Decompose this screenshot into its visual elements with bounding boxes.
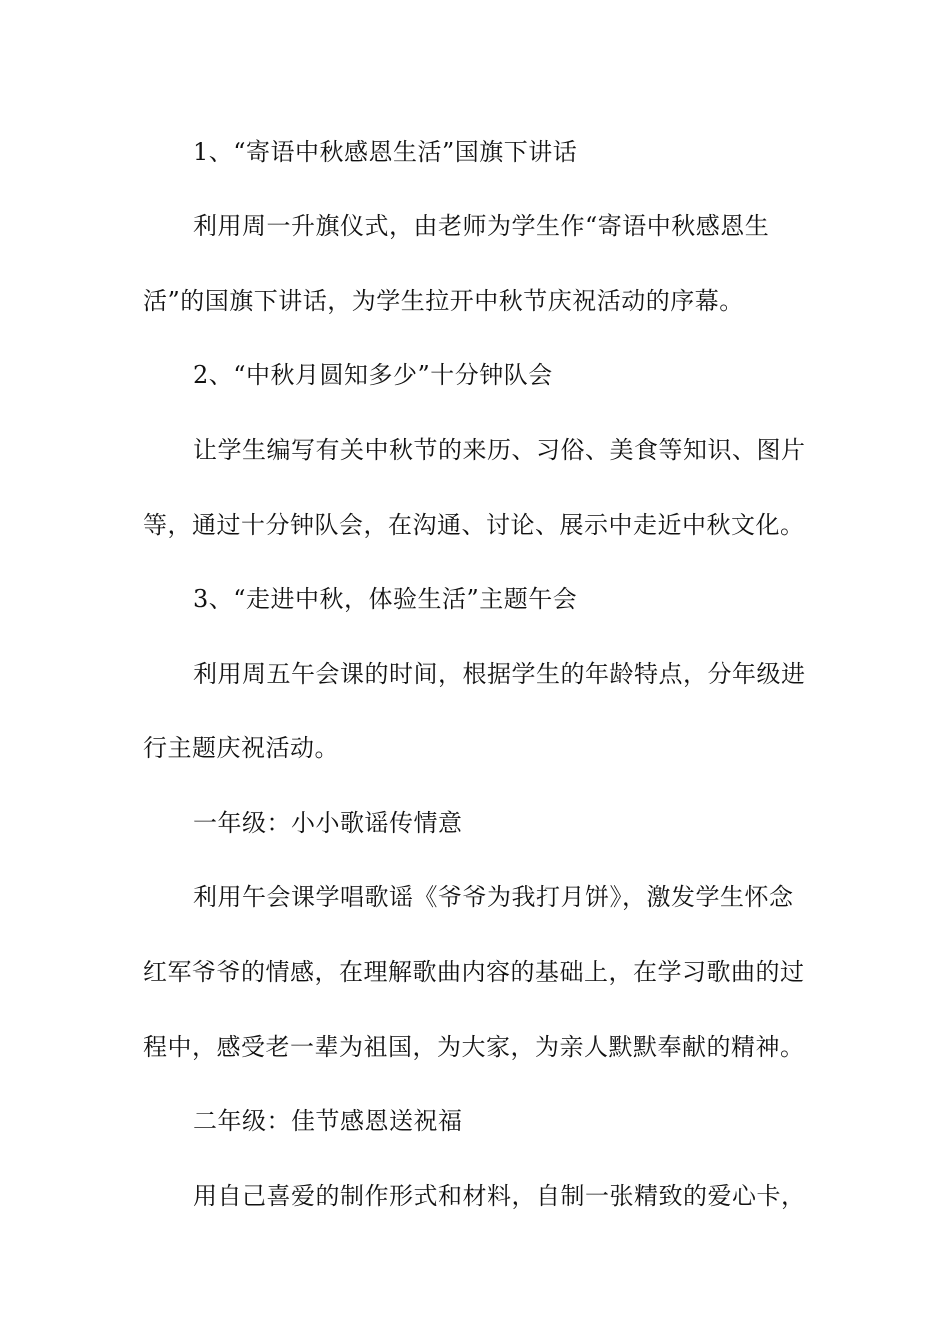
paragraph-line: 用自己喜爱的制作形式和材料，自制一张精致的爱心卡，	[193, 1182, 806, 1210]
subheading-grade-2: 二年级：佳节感恩送祝福	[193, 1107, 463, 1135]
heading-1: 1、“寄语中秋感恩生活”国旗下讲话	[193, 138, 578, 166]
paragraph-line: 让学生编写有关中秋节的来历、习俗、美食等知识、图片	[193, 436, 806, 464]
paragraph-line: 利用午会课学唱歌谣《爷爷为我打月饼》，激发学生怀念	[193, 883, 794, 911]
paragraph-line: 活”的国旗下讲话，为学生拉开中秋节庆祝活动的序幕。	[143, 287, 744, 315]
heading-3: 3、“走进中秋，体验生活”主题午会	[193, 585, 578, 613]
paragraph-line: 行主题庆祝活动。	[143, 734, 339, 762]
subheading-grade-1: 一年级：小小歌谣传情意	[193, 809, 463, 837]
heading-2: 2、“中秋月圆知多少”十分钟队会	[193, 361, 553, 389]
paragraph-line: 红军爷爷的情感，在理解歌曲内容的基础上，在学习歌曲的过	[143, 958, 805, 986]
paragraph-line: 利用周五午会课的时间，根据学生的年龄特点，分年级进	[193, 660, 806, 688]
paragraph-line: 程中，感受老一辈为祖国，为大家，为亲人默默奉献的精神。	[143, 1033, 805, 1061]
paragraph-line: 利用周一升旗仪式，由老师为学生作“寄语中秋感恩生	[193, 212, 770, 240]
paragraph-line: 等，通过十分钟队会，在沟通、讨论、展示中走近中秋文化。	[143, 511, 805, 539]
